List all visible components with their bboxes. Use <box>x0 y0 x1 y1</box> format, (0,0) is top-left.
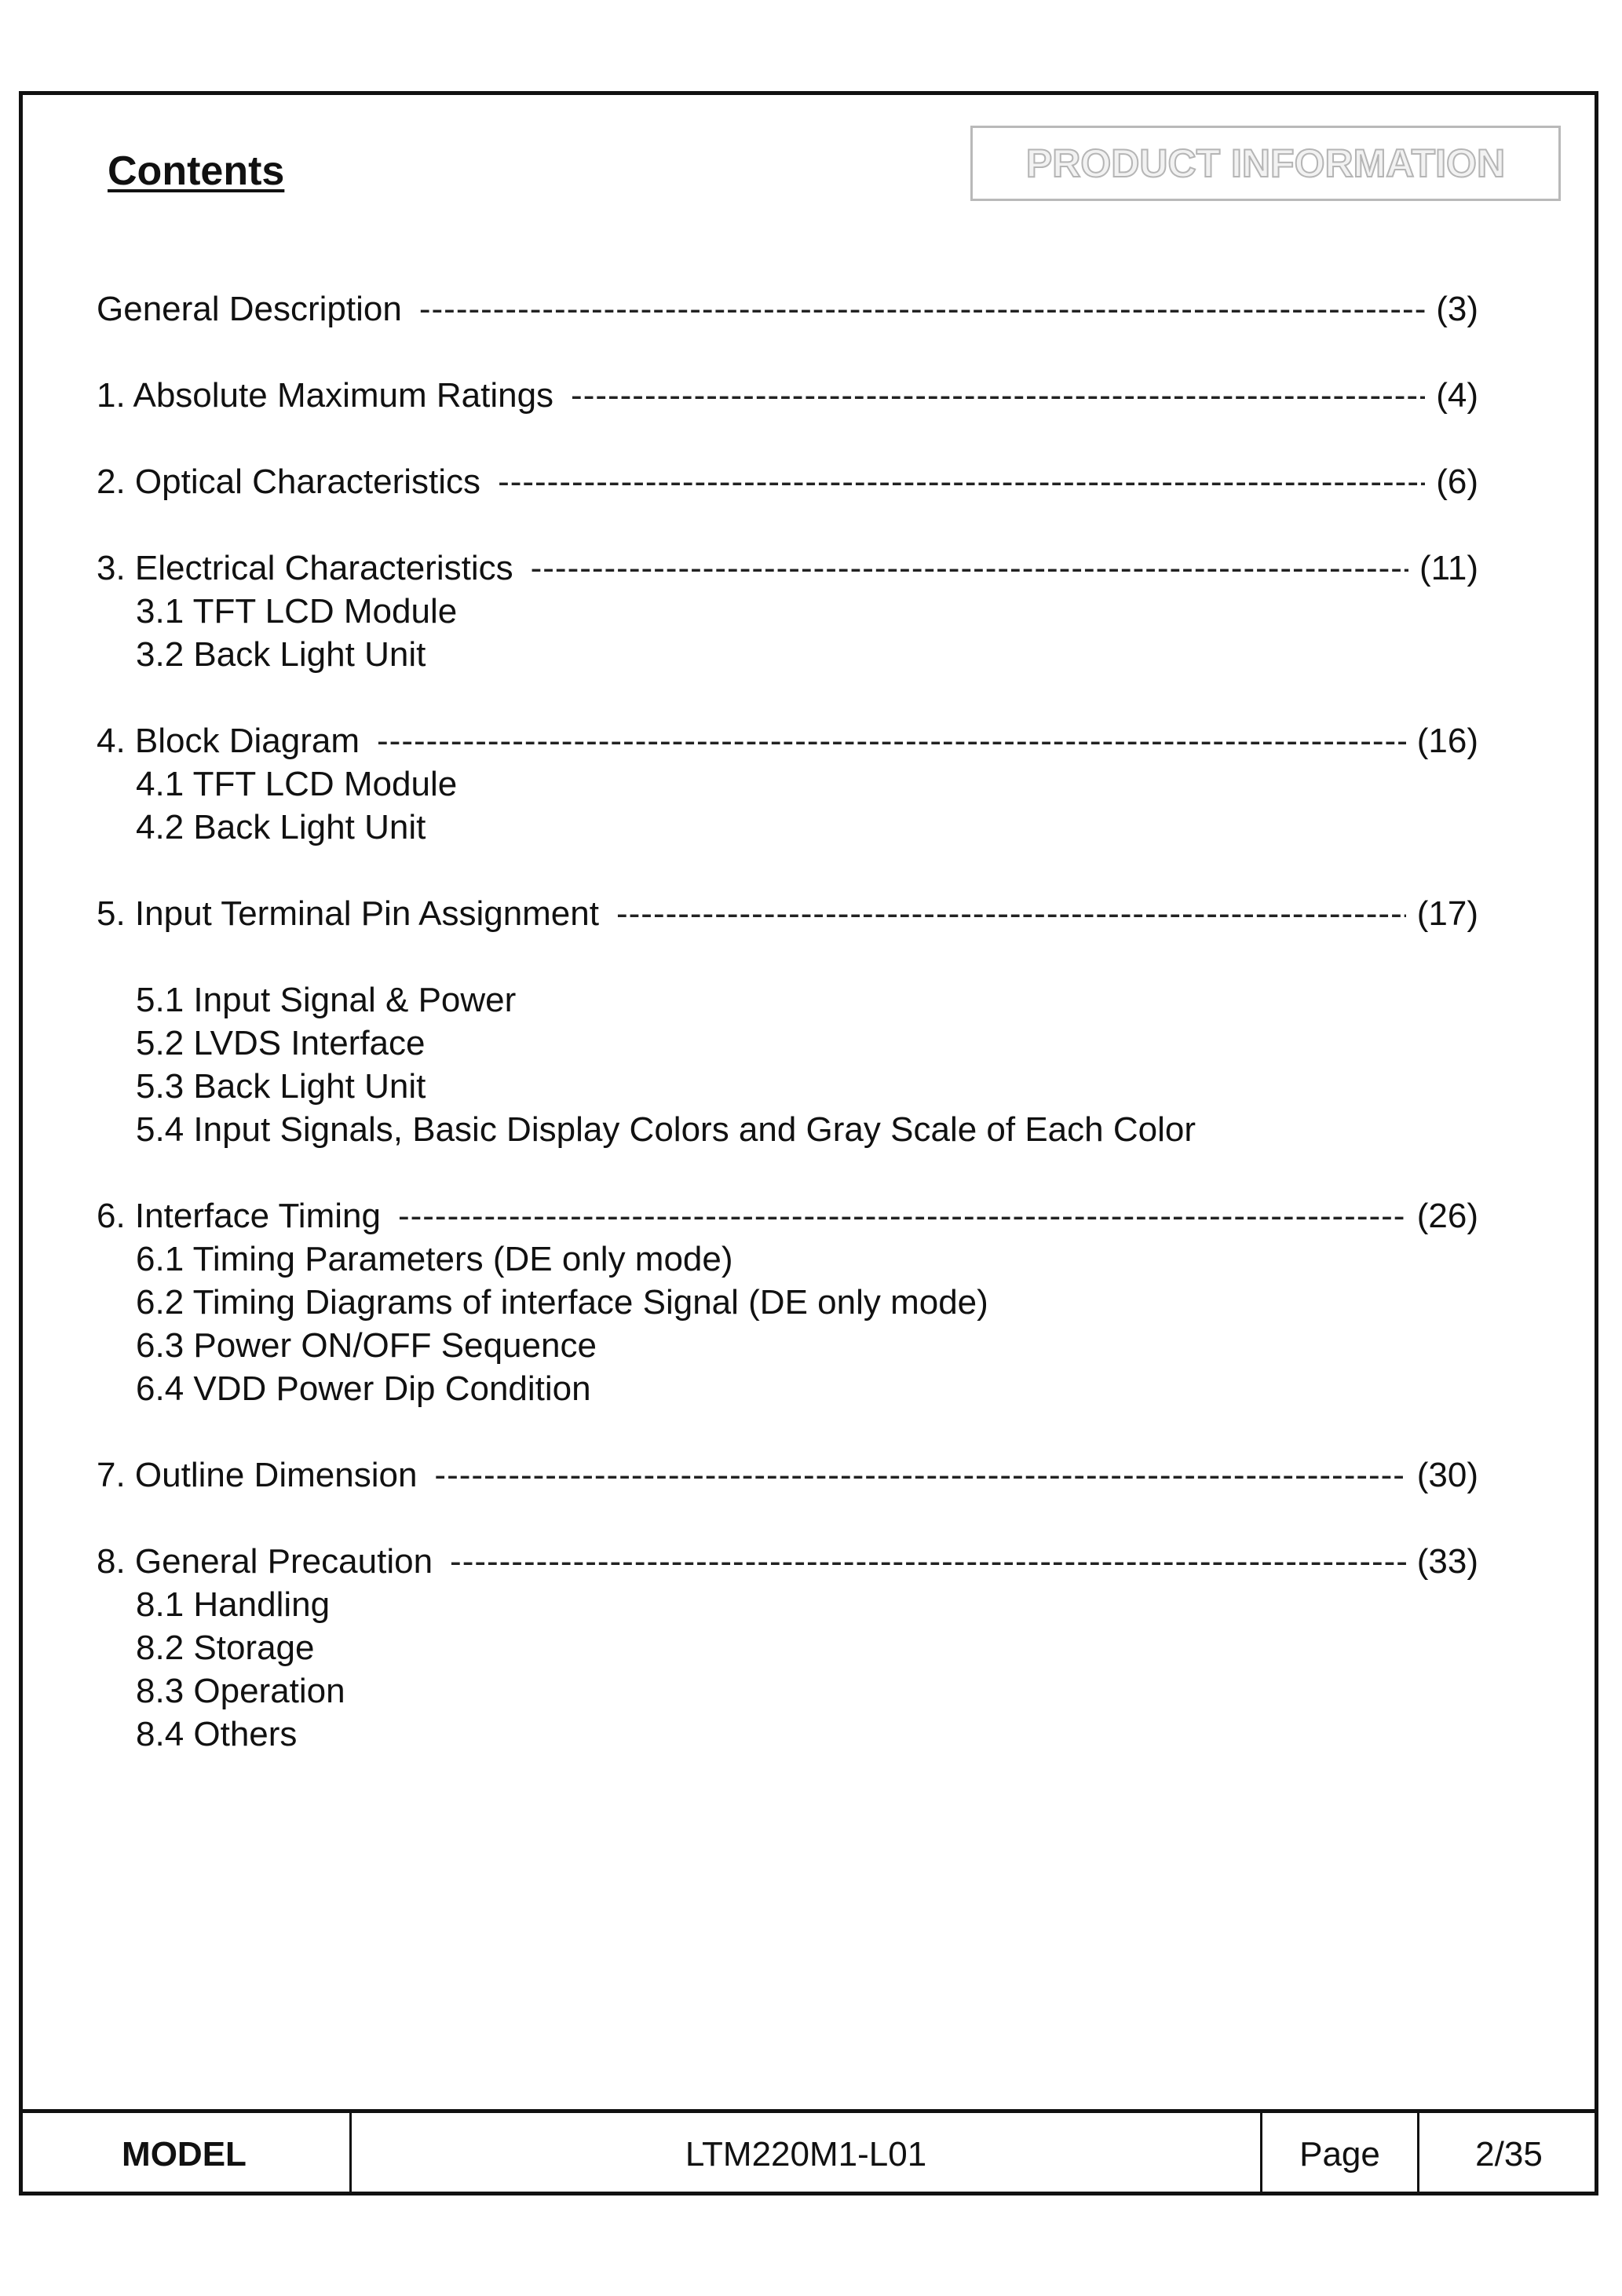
product-information-stamp: PRODUCT INFORMATION <box>970 126 1561 201</box>
toc-leader-dots <box>531 551 1408 586</box>
toc-entry-block-diagram[interactable] <box>97 724 1478 759</box>
toc-subentry[interactable]: 4.1 TFT LCD Module <box>136 765 458 803</box>
toc-leader-dots <box>498 465 1425 499</box>
toc-leader-dots <box>398 1199 1406 1234</box>
toc-entry-page: (11) <box>1419 549 1478 587</box>
toc-entry-general-description[interactable] <box>97 292 1478 327</box>
toc-entry-label: 8. General Precaution <box>97 1542 433 1581</box>
toc-subentry[interactable]: 6.3 Power ON/OFF Sequence <box>136 1326 597 1365</box>
toc-entry-interface-timing[interactable] <box>97 1199 1478 1234</box>
toc-leader-dots <box>434 1458 1405 1493</box>
footer-page-label: Page <box>1262 2113 1419 2195</box>
toc-subentry[interactable]: 5.2 LVDS Interface <box>136 1024 426 1062</box>
toc-subentry[interactable]: 8.3 Operation <box>136 1672 345 1710</box>
toc-entry-label: General Description <box>97 290 402 328</box>
toc-subentry[interactable]: 6.2 Timing Diagrams of interface Signal (DE only mode) <box>136 1283 988 1322</box>
footer-model-label: MODEL <box>19 2113 352 2195</box>
toc-entry-optical-characteristics[interactable] <box>97 462 1478 501</box>
toc-entry-general-precaution[interactable] <box>97 1542 1478 1581</box>
toc-entry-absolute-maximum-ratings[interactable] <box>97 378 1478 413</box>
toc-entry-label: 6. Interface Timing <box>97 1197 381 1235</box>
toc-entry-page: (4) <box>1436 376 1478 415</box>
toc-subentry[interactable]: 6.1 Timing Parameters (DE only mode) <box>136 1240 733 1278</box>
toc-entry-page: (3) <box>1436 290 1478 328</box>
footer-page-number: 2/35 <box>1475 2134 1543 2174</box>
toc-subentry[interactable]: 6.4 VDD Power Dip Condition <box>136 1369 591 1408</box>
toc-subentry[interactable]: 4.2 Back Light Unit <box>136 808 426 846</box>
toc-subentry[interactable]: 5.1 Input Signal & Power <box>136 981 517 1019</box>
page-title: Contents <box>108 148 285 194</box>
toc-leader-dots <box>450 1545 1406 1579</box>
toc-subentry[interactable]: 8.2 Storage <box>136 1629 315 1667</box>
toc-entry-label: 5. Input Terminal Pin Assignment <box>97 894 599 933</box>
toc-entry-label: 1. Absolute Maximum Ratings <box>97 376 554 415</box>
toc-entry-page: (6) <box>1436 462 1478 501</box>
toc-entry-input-terminal-pin-assignment[interactable] <box>97 894 1478 933</box>
toc-entry-page: (17) <box>1416 894 1478 933</box>
toc-entry-page: (30) <box>1416 1456 1478 1494</box>
toc-subentry[interactable]: 8.1 Handling <box>136 1585 331 1624</box>
toc-leader-dots <box>377 724 1406 759</box>
footer-table <box>19 2109 1598 2195</box>
toc-leader-dots <box>616 897 1406 931</box>
toc-entry-outline-dimension[interactable] <box>97 1458 1478 1493</box>
toc-leader-dots <box>571 378 1425 413</box>
footer-model-value: LTM220M1-L01 <box>352 2113 1262 2195</box>
toc-entry-label: 3. Electrical Characteristics <box>97 549 513 587</box>
toc-entry-label: 7. Outline Dimension <box>97 1456 418 1494</box>
toc-entry-label: 2. Optical Characteristics <box>97 462 481 501</box>
toc-subentry[interactable]: 8.4 Others <box>136 1715 298 1753</box>
toc-subentry[interactable]: 3.1 TFT LCD Module <box>136 592 458 631</box>
toc-entry-electrical-characteristics[interactable] <box>97 551 1478 586</box>
toc-subentry[interactable]: 3.2 Back Light Unit <box>136 635 426 674</box>
toc-entry-page: (16) <box>1416 722 1478 760</box>
toc-entry-label: 4. Block Diagram <box>97 722 360 760</box>
toc-subentry[interactable]: 5.4 Input Signals, Basic Display Colors and Gray Scale of Each Color <box>136 1110 1196 1149</box>
toc-entry-page: (26) <box>1416 1197 1478 1235</box>
toc-subentry[interactable]: 5.3 Back Light Unit <box>136 1067 426 1106</box>
toc-entry-page: (33) <box>1416 1542 1478 1581</box>
toc-leader-dots <box>419 292 1425 327</box>
